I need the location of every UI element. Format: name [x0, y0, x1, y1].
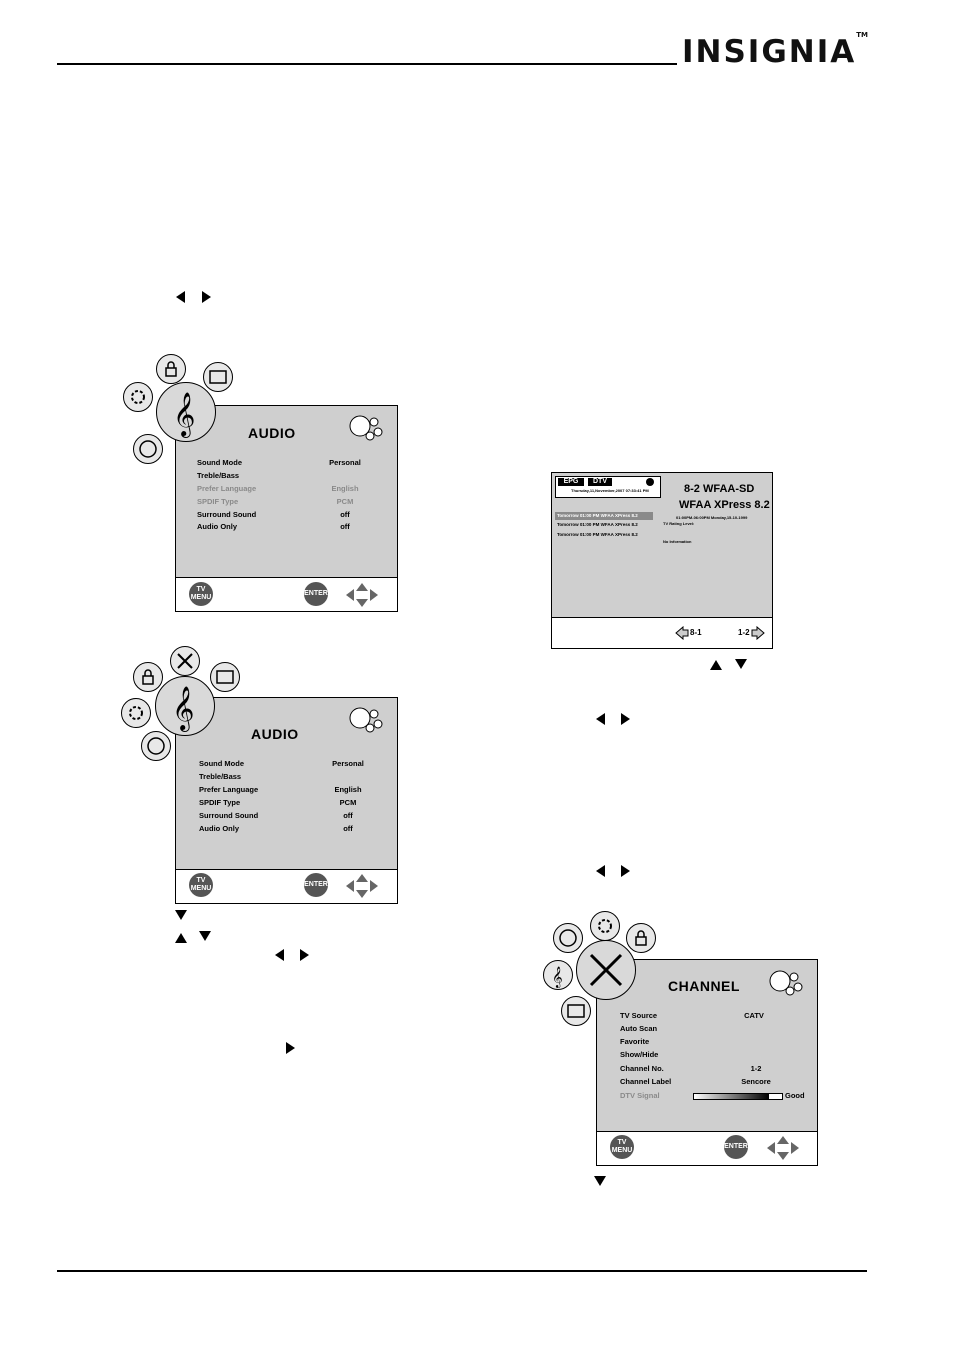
prefer-language-value: English [331, 484, 359, 493]
up-arrow-icon [175, 933, 187, 943]
sound-mode-value: Personal [332, 759, 364, 768]
down-arrow-icon [735, 659, 747, 669]
lock-icon [156, 354, 186, 384]
right-arrow-icon [202, 291, 211, 303]
audio-menu-title: AUDIO [251, 726, 299, 742]
settings-icon [123, 382, 153, 412]
svg-text:𝄞: 𝄞 [172, 686, 195, 730]
music-note-icon [155, 676, 215, 736]
enter-button[interactable]: ENTER [304, 582, 328, 606]
navigation-circles-icon [768, 965, 810, 999]
music-note-icon [156, 382, 216, 442]
menu-item-surround-sound[interactable]: Surround Sound [199, 811, 259, 820]
prefer-language-value: English [334, 785, 362, 794]
audio-only-value: off [340, 522, 350, 531]
list-item[interactable]: Tomorrow 01:00 PM WFAA XPress 8.2 [557, 532, 638, 537]
menu-item-channel-no[interactable]: Channel No. [620, 1064, 664, 1073]
epg-program: WFAA XPress 8.2 [679, 499, 770, 511]
left-arrow-icon [275, 949, 284, 961]
down-arrow-icon [199, 931, 211, 941]
menu-item-tv-source[interactable]: TV Source [620, 1011, 658, 1020]
prev-channel-arrow-icon[interactable] [675, 626, 689, 645]
channel-label-value: Sencore [741, 1077, 771, 1086]
next-channel-label: 1-2 [738, 628, 750, 637]
navigation-circles-icon [348, 702, 390, 736]
dtv-signal-value: Good [785, 1091, 805, 1100]
menu-item-dtv-signal: DTV Signal [620, 1091, 660, 1100]
channel-icon [576, 940, 636, 1000]
left-arrow-icon [596, 713, 605, 725]
epg-rating: TV Rating Level: [663, 521, 695, 526]
footer-rule [57, 1270, 867, 1272]
channel-menu-title: CHANNEL [668, 978, 740, 994]
settings-icon [590, 911, 620, 941]
surround-sound-value: off [343, 811, 353, 820]
menu-item-audio-only[interactable]: Audio Only [199, 824, 239, 833]
right-arrow-icon [621, 865, 630, 877]
next-channel-arrow-icon[interactable] [751, 626, 765, 645]
audio-only-value: off [343, 824, 353, 833]
menu-item-surround-sound[interactable]: Surround Sound [197, 510, 257, 519]
navigation-circles-icon [348, 410, 390, 444]
enter-button[interactable]: ENTER [304, 873, 328, 897]
tv-menu-button[interactable]: TV MENU [610, 1135, 634, 1159]
menu-item-spdif-type[interactable]: SPDIF Type [199, 798, 241, 807]
epg-info: No Information [663, 539, 692, 544]
list-item[interactable]: Tomorrow 01:00 PM WFAA XPress 8.2 [555, 512, 653, 520]
left-arrow-icon [596, 865, 605, 877]
audio-menu-title: AUDIO [248, 425, 296, 441]
menu-item-auto-scan[interactable]: Auto Scan [620, 1024, 658, 1033]
svg-text:𝄞: 𝄞 [552, 967, 563, 988]
direction-pad-icon [766, 1135, 800, 1166]
tv-source-value: CATV [744, 1011, 764, 1020]
menu-item-audio-only[interactable]: Audio Only [197, 522, 237, 531]
globe-icon [141, 731, 171, 761]
menu-item-treble-bass[interactable]: Treble/Bass [199, 772, 242, 781]
music-note-icon [543, 960, 573, 990]
direction-pad-icon [345, 873, 379, 904]
menu-item-prefer-language: Prefer Language [197, 484, 257, 493]
menu-item-channel-label[interactable]: Channel Label [620, 1077, 672, 1086]
epg-channel: 8-2 WFAA-SD [684, 483, 755, 495]
header-rule [57, 63, 677, 65]
epg-date: Thursday,11,November,2007 07:33:41 PM [571, 488, 649, 493]
menu-item-spdif-type: SPDIF Type [197, 497, 239, 506]
tab-dtv[interactable]: DTV [588, 478, 612, 486]
insignia-logo: INSIGNIA™ [682, 30, 869, 70]
picture-icon [210, 662, 240, 692]
menu-item-prefer-language[interactable]: Prefer Language [199, 785, 259, 794]
left-arrow-icon [176, 291, 185, 303]
menu-item-treble-bass[interactable]: Treble/Bass [197, 471, 240, 480]
enter-button[interactable]: ENTER [724, 1135, 748, 1159]
up-arrow-icon [710, 660, 722, 670]
svg-text:𝄞: 𝄞 [173, 392, 196, 436]
tv-menu-button[interactable]: TV MENU [189, 873, 213, 897]
menu-item-sound-mode[interactable]: Sound Mode [199, 759, 244, 768]
prev-channel-label: 8-1 [690, 628, 702, 637]
channel-icon [170, 646, 200, 676]
down-arrow-icon [175, 910, 187, 920]
tv-menu-button[interactable]: TV MENU [189, 582, 213, 606]
sound-mode-value: Personal [329, 458, 361, 467]
list-item[interactable]: Tomorrow 01:00 PM WFAA XPress 8.2 [557, 522, 638, 527]
channel-no-value: 1-2 [750, 1064, 762, 1073]
menu-item-sound-mode[interactable]: Sound Mode [197, 458, 242, 467]
epg-time: 01:00PM-06:00PM Monday,15-10-1999 [676, 515, 748, 520]
direction-pad-icon [345, 582, 379, 613]
right-arrow-icon [300, 949, 309, 961]
spdif-type-value: PCM [339, 798, 357, 807]
tab-epg[interactable]: EPG [558, 478, 584, 486]
info-icon [646, 478, 654, 486]
right-arrow-icon [621, 713, 630, 725]
right-arrow-icon [286, 1042, 295, 1054]
menu-item-show-hide[interactable]: Show/Hide [620, 1050, 659, 1059]
signal-strength-bar [693, 1093, 783, 1100]
surround-sound-value: off [340, 510, 350, 519]
settings-icon [121, 698, 151, 728]
picture-icon [561, 996, 591, 1026]
menu-item-favorite[interactable]: Favorite [620, 1037, 650, 1046]
down-arrow-icon [594, 1176, 606, 1186]
spdif-type-value: PCM [336, 497, 354, 506]
